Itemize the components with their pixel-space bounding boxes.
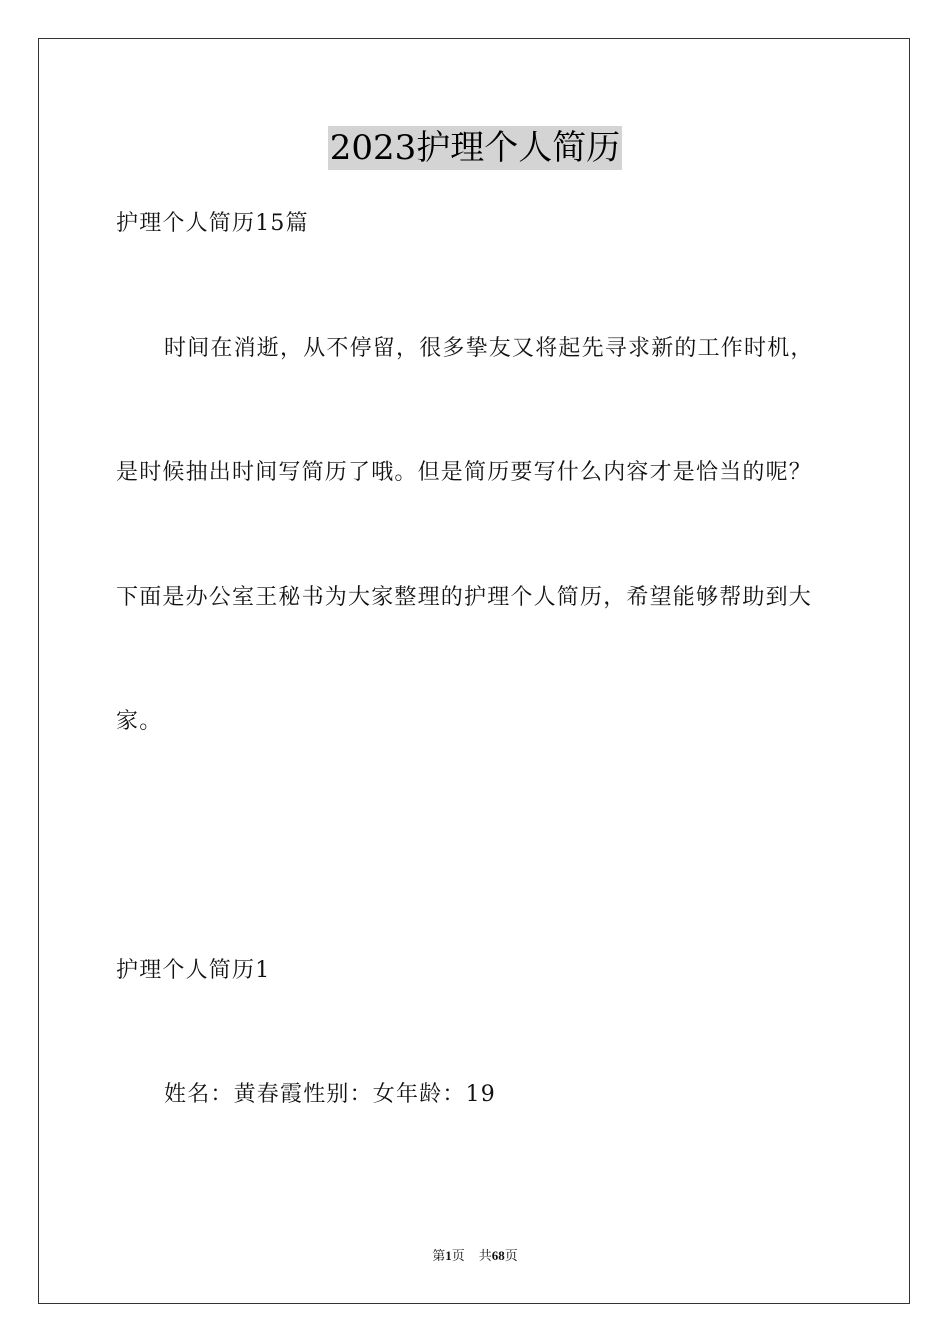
footer-total-prefix: 共 — [478, 1248, 492, 1263]
section-heading: 护理个人简历1 — [116, 958, 271, 983]
info-line: 姓名：黄春霞性别：女年龄：19 — [164, 1082, 496, 1107]
paragraph-line: 时间在消逝，从不停留，很多挚友又将起先寻求新的工作时机， — [164, 336, 814, 361]
document-title: 2023护理个人简历 — [329, 128, 621, 168]
footer-page-suffix: 页 — [451, 1248, 465, 1263]
paragraph-line: 下面是办公室王秘书为大家整理的护理个人简历，希望能够帮助到大 — [116, 585, 813, 610]
footer-page-number: 1 — [445, 1248, 452, 1263]
document-subtitle: 护理个人简历15篇 — [116, 211, 309, 236]
footer-total-pages: 68 — [491, 1248, 505, 1263]
paragraph-line: 是时候抽出时间写简历了哦。但是简历要写什么内容才是恰当的呢？ — [116, 460, 813, 485]
title-container — [0, 126, 950, 170]
page-footer — [0, 1247, 950, 1265]
paragraph-line: 家。 — [116, 709, 163, 734]
footer-total-suffix: 页 — [504, 1248, 518, 1263]
footer-page-prefix: 第 — [432, 1248, 446, 1263]
